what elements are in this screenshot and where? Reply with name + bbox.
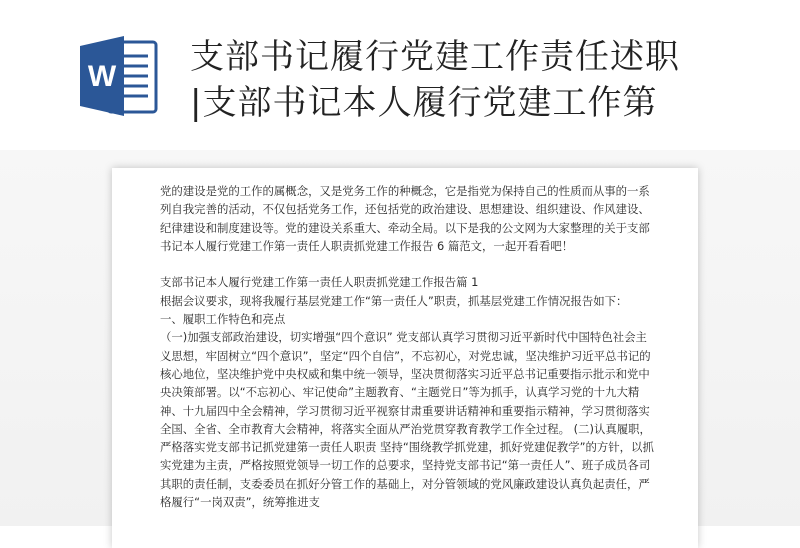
- intro-paragraph: 党的建设是党的工作的属概念，又是党务工作的种概念，它是指党为保持自己的性质而从事的一系列自我完善的活动，不仅包括党务工作，还包括党的政治建设、思想建设、组织建设、作风建设、纪律建设和制度建设等。党的建设关系重大、牵动全局。以下是我的公文网为大家整理的关于支部书记本人履行党建工作第一责任人职责抓党建工作报告 6 篇范文，一起开看看吧！: [160, 184, 650, 253]
- document-page: [112, 168, 698, 548]
- spacer: [160, 255, 656, 273]
- page-title: [190, 34, 790, 126]
- report-opening: 根据会议要求，现将我履行基层党建工作“第一责任人”职责，抓基层党建工作情况报告如下：: [160, 293, 628, 308]
- document-body: [160, 182, 656, 511]
- title-line-2: |支部书记本人履行党建工作第: [190, 83, 658, 123]
- report-title: 支部书记本人履行党建工作第一责任人职责抓党建工作报告篇 1: [160, 275, 479, 290]
- title-line-1: 支部书记履行党建工作责任述职: [190, 37, 680, 77]
- section-heading: 一、履职工作特色和亮点: [160, 312, 286, 327]
- header: [0, 0, 800, 150]
- body-paragraph: （一)加强支部政治建设，切实增强“四个意识” 党支部认真学习贯彻习近平新时代中国特色社会主义思想，牢固树立“四个意识”，坚定“四个自信”，不忘初心，对党忠诚，坚决维护习近平总书记的核心地位，坚决维护党中央权威和集中统一领导，坚决贯彻落实习近平总书记重要指示批示和党中央决策部署。以“不忘初心、牢记使命”主题教育、“主题党日”等为抓手，认真学习党的十九大精神、十九届四中全会精神，学习贯彻习近平视察甘肃重要讲话精神和重要指示精神，学习贯彻落实全国、全省、全市教育大会精神，将落实全面从严治党贯穿教育教学工作全过程。 (二)认真履职，严格落实党支部书记抓党建第一责任人职责 坚持“围绕教学抓党建，抓好党建促教学”的方针，以抓实党建为主责，严格按照党领导一切工作的总要求，坚持党支部书记“第一责任人”、班子成员各司其职的责任制，支委委员在抓好分管工作的基础上，对分管领域的党风廉政建设认真负起责任，严格履行“一岗双责”，统筹推进支: [160, 330, 654, 510]
- word-document-icon: [78, 32, 160, 120]
- word-icon-letter: W: [87, 60, 117, 93]
